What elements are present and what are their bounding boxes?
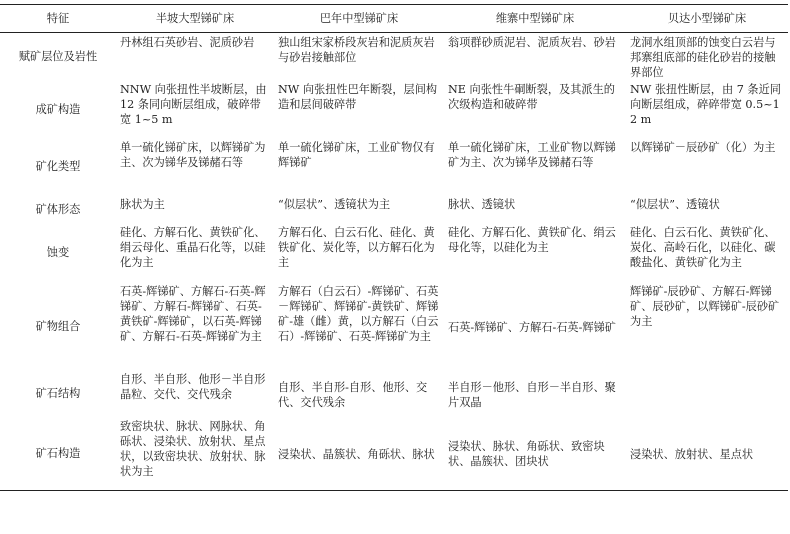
- row-label: 矿体形态: [35, 202, 81, 216]
- table-cell: 翁项群砂质泥岩、泥质灰岩、砂岩: [448, 36, 616, 49]
- row-label: 成矿构造: [35, 102, 81, 116]
- table-cell: 浸染状、晶簇状、角砾状、脉状: [274, 417, 444, 490]
- header-beida: 贝达小型锑矿床: [626, 5, 788, 33]
- row-label: 矿石结构: [35, 387, 81, 400]
- table-cell: NNW 向张扭性半坡断层，由 12 条同向断层组成，破碎带宽 1~5 m: [120, 83, 267, 126]
- table-row: [0, 370, 788, 417]
- table-header-row: [0, 5, 788, 33]
- table-row: [0, 223, 788, 282]
- table-cell: 龙洞水组顶部的蚀变白云岩与邦寨组底部的硅化砂岩的接触界部位: [630, 36, 776, 79]
- header-feature: 特征: [0, 5, 116, 33]
- table-cell: 单一硫化锑矿床，工业矿物以辉锑矿为主、次为锑华及锑赭石等: [448, 141, 616, 169]
- header-banian: 巴年中型锑矿床: [274, 5, 444, 33]
- table-cell: 自形、半自形-自形、他形、交代、交代残余: [278, 380, 428, 409]
- row-label: 矿石构造: [0, 417, 116, 490]
- table-cell: 浸染状、脉状、角砾状、致密块状、晶簇状、团块状: [444, 417, 626, 490]
- table-cell: 硅化、方解石化、黄铁矿化、绢云母化、重晶石化等，以硅化为主: [120, 226, 266, 269]
- table-cell: 脉状为主: [120, 198, 165, 211]
- row-label: 矿物组合: [35, 319, 81, 333]
- table-cell: 辉锑矿-辰砂矿、方解石-辉锑矿、辰砂矿，以辉锑矿-辰砂矿为主: [630, 285, 780, 328]
- table-cell: 致密块状、脉状、网脉状、角砾状、浸染状、放射状、星点状，以致密块状、放射状、脉状为主: [116, 417, 274, 490]
- header-banpo: 半坡大型锑矿床: [116, 5, 274, 33]
- table-cell: 石英-辉锑矿、方解石-石英-辉锑矿: [448, 320, 616, 334]
- table-cell: “似层状”、透镜状为主: [278, 198, 391, 211]
- table-cell: 丹林组石英砂岩、泥质砂岩: [120, 36, 255, 49]
- table-cell: 以辉锑矿－辰砂矿（化）为主: [630, 141, 776, 154]
- table-cell: 方解石（白云石）-辉锑矿、石英－辉锑矿、辉锑矿-黄铁矿、辉锑矿-雄（雌）黄，以方解石（白云石）-辉锑矿、石英-辉锑矿为主: [278, 285, 439, 343]
- table-row: [0, 138, 788, 195]
- table-cell: 硅化、白云石化、黄铁矿化、炭化、高岭石化，以硅化、碳酸盐化、黄铁矿化为主: [630, 226, 776, 269]
- table-row: [0, 417, 788, 490]
- table-cell: 自形、半自形、他形－半自形晶粒、交代、交代残余: [120, 373, 266, 401]
- row-label: 矿化类型: [35, 160, 81, 173]
- row-label: 蚀变: [46, 246, 70, 259]
- table-cell: 半自形－他形、自形－半自形、聚片双晶: [448, 380, 616, 409]
- table-cell: “似层状”、透镜状: [630, 198, 720, 211]
- table-cell: 方解石化、白云石化、硅化、黄铁矿化、炭化等，以方解石化为主: [278, 226, 435, 269]
- table-cell: 浸染状、放射状、星点状: [626, 417, 788, 490]
- table-cell: 硅化、方解石化、黄铁矿化、绢云母化等，以硅化为主: [448, 226, 616, 254]
- table-cell: NE 向张性牛硐断裂，及其派生的次级构造和破碎带: [448, 83, 615, 111]
- row-label: 赋矿层位及岩性: [18, 50, 98, 63]
- header-weizhai: 维寨中型锑矿床: [444, 5, 626, 33]
- table-cell: 石英-辉锑矿、方解石-石英-辉锑矿、方解石-辉锑矿、石英-黄铁矿-辉锑矿，以石英-辉锑矿、方解石-石英-辉锑矿为主: [120, 285, 266, 343]
- table-row: [0, 80, 788, 138]
- table-cell: [626, 370, 788, 417]
- table-cell: 脉状、透镜状: [448, 198, 516, 211]
- table-row: [0, 33, 788, 81]
- deposit-comparison-table: [0, 4, 788, 491]
- table-cell: 独山组宋家桥段灰岩和泥质灰岩与砂岩接触部位: [278, 36, 435, 64]
- table-row: [0, 195, 788, 223]
- table-cell: 单一硫化锑矿床，以辉锑矿为主、次为锑华及锑赭石等: [120, 141, 266, 169]
- table-cell: NW 张扭性断层，由 7 条近同向断层组成，碎碎带宽 0.5~12 m: [630, 83, 781, 126]
- table-cell: 单一硫化锑矿床，工业矿物仅有辉锑矿: [278, 141, 435, 169]
- table-row: [0, 282, 788, 370]
- table-cell: NW 向张扭性巴年断裂，层间构造和层间破碎带: [278, 83, 438, 111]
